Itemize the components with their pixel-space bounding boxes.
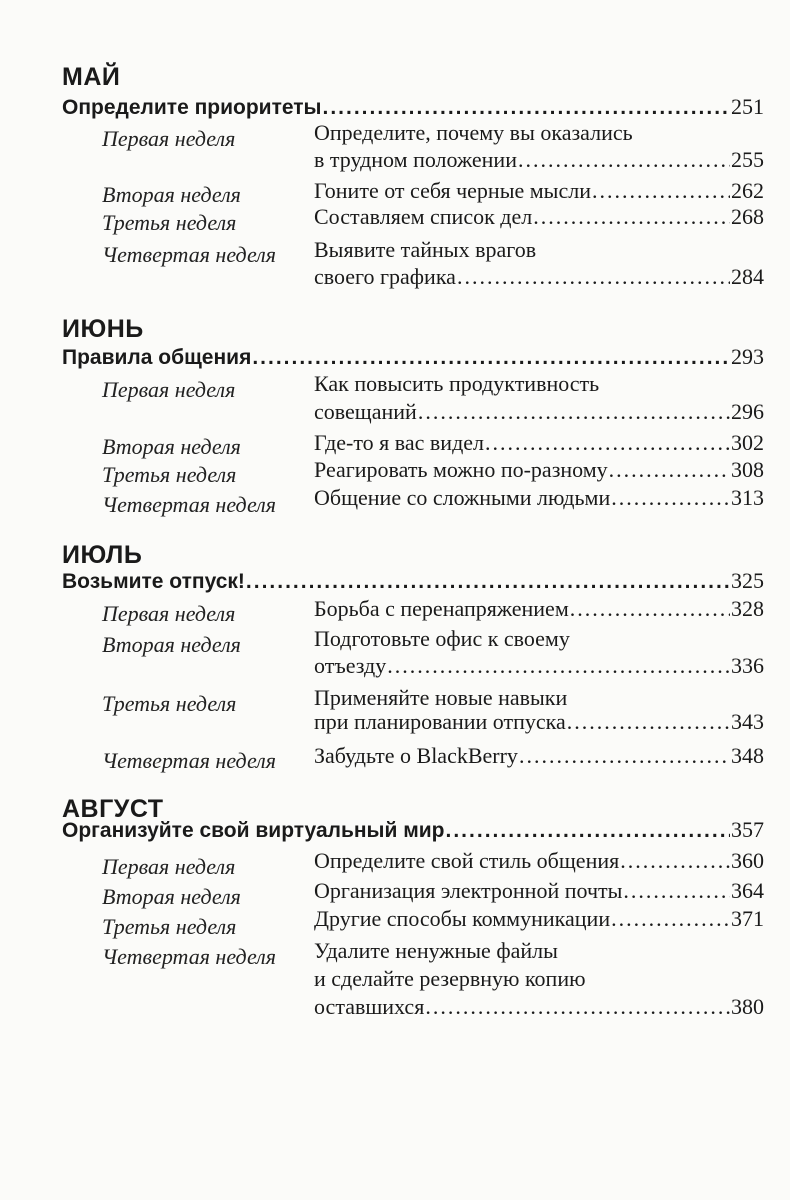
toc-entry bbox=[314, 651, 764, 681]
page-number: 262 bbox=[731, 178, 764, 203]
chapter-title: Правила общения bbox=[62, 346, 252, 369]
week-label: Вторая неделя bbox=[102, 434, 241, 459]
page-number: 308 bbox=[731, 457, 764, 482]
entry-title: Гоните от себя черные мысли bbox=[314, 178, 591, 203]
chapter-title: Организуйте свой виртуальный мир bbox=[62, 819, 445, 842]
page-number: 325 bbox=[731, 568, 764, 593]
page-number: 380 bbox=[731, 994, 764, 1019]
week-label: Первая неделя bbox=[102, 601, 236, 626]
month-heading-july: ИЮЛЬ bbox=[62, 541, 143, 569]
week-label: Вторая неделя bbox=[102, 632, 241, 657]
month-heading-may: МАЙ bbox=[62, 63, 121, 91]
entry-title: Забудьте о BlackBerry bbox=[314, 743, 518, 768]
entry-title: оставшихся bbox=[314, 994, 425, 1019]
entry-title: и сделайте резервную копию bbox=[314, 966, 586, 991]
entry-title: своего графика bbox=[314, 264, 456, 289]
page-number: 255 bbox=[731, 147, 764, 172]
page-number: 328 bbox=[731, 596, 764, 621]
page-number: 343 bbox=[731, 709, 764, 734]
chapter-entry bbox=[62, 566, 764, 597]
entry-title: Как повысить продуктивность bbox=[314, 371, 600, 396]
page-number: 360 bbox=[731, 848, 764, 873]
week-label: Третья неделя bbox=[102, 914, 237, 939]
toc-entry bbox=[314, 992, 764, 1022]
entry-title: Где-то я вас видел bbox=[314, 430, 485, 455]
entry-title: Удалите ненужные файлы bbox=[314, 938, 558, 963]
week-label: Первая неделя bbox=[102, 854, 236, 879]
page-number: 364 bbox=[731, 878, 764, 903]
week-label: Третья неделя bbox=[102, 691, 237, 716]
toc-entry bbox=[314, 707, 764, 737]
chapter-title: Возьмите отпуск! bbox=[62, 570, 245, 593]
page-number: 371 bbox=[731, 906, 764, 931]
toc-entry bbox=[314, 876, 764, 906]
entry-title: отъезду bbox=[314, 653, 387, 678]
entry-title: Общение со сложными людьми bbox=[314, 485, 611, 510]
week-label: Третья неделя bbox=[102, 462, 237, 487]
toc-entry bbox=[314, 455, 764, 485]
toc-entry bbox=[314, 428, 764, 458]
entry-title: Применяйте новые навыки bbox=[314, 685, 568, 710]
week-label: Четвертая неделя bbox=[102, 242, 276, 267]
toc-entry bbox=[314, 202, 764, 232]
week-label: Первая неделя bbox=[102, 377, 236, 402]
month-heading-june: ИЮНЬ bbox=[62, 315, 144, 343]
week-label: Третья неделя bbox=[102, 210, 237, 235]
toc-entry bbox=[314, 483, 764, 513]
entry-title: Реагировать можно по-разному bbox=[314, 457, 608, 482]
entry-title: Определите, почему вы оказались bbox=[314, 120, 633, 145]
entry-title: при планировании отпуска bbox=[314, 709, 566, 734]
entry-title: Определите свой стиль общения bbox=[314, 848, 620, 873]
toc-entry bbox=[314, 145, 764, 175]
toc-entry bbox=[314, 397, 764, 427]
chapter-title: Определите приоритеты bbox=[62, 96, 322, 119]
toc-entry bbox=[314, 741, 764, 771]
page-number: 293 bbox=[731, 344, 764, 369]
page-number: 251 bbox=[731, 94, 764, 119]
entry-title: Организация электронной почты bbox=[314, 878, 623, 903]
toc-entry bbox=[314, 262, 764, 292]
entry-title: Другие способы коммуникации bbox=[314, 906, 611, 931]
page-number: 296 bbox=[731, 399, 764, 424]
entry-title: совещаний bbox=[314, 399, 417, 424]
page-number: 348 bbox=[731, 743, 764, 768]
entry-title: в трудном положении bbox=[314, 147, 517, 172]
page-number: 357 bbox=[731, 817, 764, 842]
page-number: 284 bbox=[731, 264, 764, 289]
entry-title: Составляем список дел bbox=[314, 204, 533, 229]
entry-title: Выявите тайных врагов bbox=[314, 237, 537, 262]
week-label: Четвертая неделя bbox=[102, 492, 276, 517]
entry-title: Борьба с перенапряжением bbox=[314, 596, 569, 621]
page-number: 268 bbox=[731, 204, 764, 229]
week-label: Четвертая неделя bbox=[102, 748, 276, 773]
toc-entry bbox=[314, 846, 764, 876]
week-label: Вторая неделя bbox=[102, 182, 241, 207]
month-heading-august: АВГУСТ bbox=[62, 795, 164, 823]
chapter-entry bbox=[62, 815, 764, 846]
week-label: Первая неделя bbox=[102, 126, 236, 151]
page-number: 302 bbox=[731, 430, 764, 455]
week-label: Четвертая неделя bbox=[102, 944, 276, 969]
page-number: 313 bbox=[731, 485, 764, 510]
page-number: 336 bbox=[731, 653, 764, 678]
entry-title: Подготовьте офис к своему bbox=[314, 626, 570, 651]
toc-entry bbox=[314, 594, 764, 624]
toc-entry bbox=[314, 904, 764, 934]
week-label: Вторая неделя bbox=[102, 884, 241, 909]
